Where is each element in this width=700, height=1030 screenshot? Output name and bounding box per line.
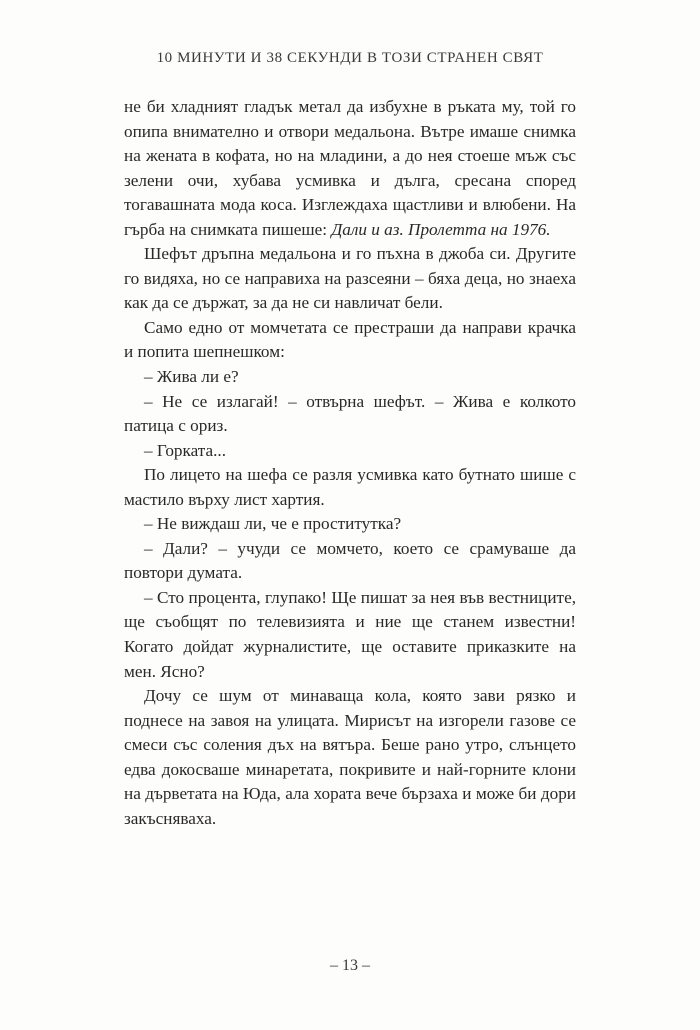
paragraph-7: По лицето на шефа се разля усмивка като бутнато шише с мастило върху лист хартия. xyxy=(124,465,576,509)
dialogue-line-3: – Горката... xyxy=(144,440,227,460)
paragraph-11: Дочу се шум от минаваща кола, която зави рязко и поднесе на завоя на улицата. Мирисът на изгорели газове се смеси със соления дъх на вятъра. Беше рано утро, слънцето едва докосваше минаретата, покривите и най-горните клони на дърветата на Юда, ала хората вече бързаха и може би дори закъсняваха. xyxy=(124,686,576,828)
dialogue-line-1: – Жива ли е? xyxy=(144,367,239,387)
paragraph-3: Само едно от момчетата се престраши да направи крачка и попита шепнешком: xyxy=(124,317,576,362)
paragraph-1-text: не би хладният гладък метал да избухне в ръката му, той го опипа внимателно и отвори медальона. Вътре имаше снимка на жената в кофата, но на младини, а до нея стоеше мъж със зелени очи, хубава усмивка и дълга, сресана според тогавашната мода коса. Изглеждаха щастливи и влюбени. На гърба на снимката пишеше: xyxy=(124,97,576,239)
dialogue-line-4: – Не виждаш ли, че е проститутка? xyxy=(144,514,402,534)
dialogue-line-2: – Не се излагай! – отвърна шефът. – Жива е колкото патица с ориз. xyxy=(124,391,576,436)
page-number: – 13 – xyxy=(330,957,370,974)
paragraph-2: Шефът дръпна медальона и го пъхна в джоба си. Другите го видяха, но се направиха на разсеяни – бяха деца, но знаеха как да се държат, за да не си навличат бели. xyxy=(124,244,576,313)
dialogue-line-5: – Дали? – учуди се момчето, което се срамуваше да повтори думата. xyxy=(124,538,576,583)
photo-inscription: Дали и аз. Пролетта на 1976. xyxy=(331,219,551,239)
paragraph-1 xyxy=(124,95,576,242)
body-text xyxy=(124,95,576,831)
running-title: 10 МИНУТИ И 38 СЕКУНДИ В ТОЗИ СТРАНЕН СВЯТ xyxy=(156,50,544,66)
dialogue-line-6: – Сто процента, глупако! Ще пишат за нея във вестниците, ще съобщят по телевизията и ние ще станем известни! Когато дойдат журналистите, ще оставите приказките на мен. Ясно? xyxy=(124,587,576,681)
